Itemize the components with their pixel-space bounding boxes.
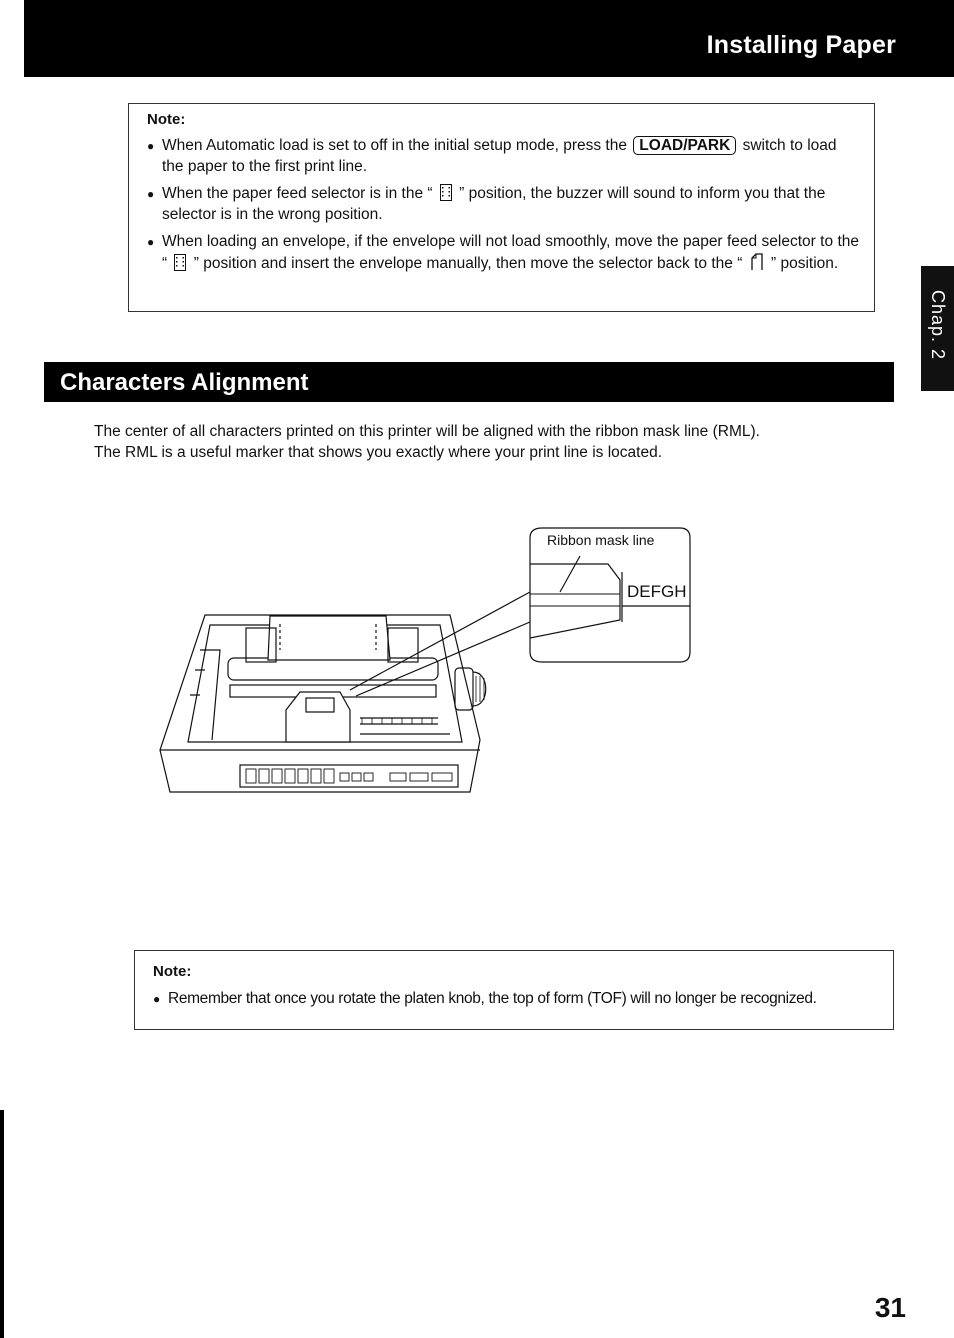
note-bullet-envelope: ● When loading an envelope, if the envelope will not load smoothly, move the paper feed selector to the “ ” position and insert the envelope manually, then move the selector back to the “ ” position. (147, 233, 859, 272)
body-paragraph (94, 421, 894, 463)
bullet-icon: ● (147, 139, 155, 153)
section-title: Characters Alignment (60, 369, 309, 396)
bullet-icon: ● (153, 992, 160, 1006)
tractor-feed-icon (174, 254, 186, 271)
note-bullet-load-park: ● When Automatic load is set to off in the initial setup mode, press the LOAD/PARK switch to load the paper to the first print line. (147, 137, 837, 175)
printer-illustration (150, 520, 710, 800)
body-line-1: The center of all characters printed on this printer will be aligned with the ribbon mask line (RML). (94, 423, 760, 440)
section-header-bar (44, 362, 894, 402)
page-number: 31 (874, 1292, 906, 1323)
note-bullet-feed-selector: ● When the paper feed selector is in the “ ” position, the buzzer will sound to inform you that the selector is in the wrong position. (147, 185, 826, 223)
binding-edge (0, 1110, 4, 1338)
page-header-bar (24, 0, 954, 77)
note-bullet-platen-knob: ● Remember that once you rotate the platen knob, the top of form (TOF) will no longer be recognized. (153, 989, 893, 1010)
chapter-tab (921, 266, 954, 391)
page-header-title: Installing Paper (706, 31, 896, 59)
body-line-2: The RML is a useful marker that shows you exactly where your print line is located. (94, 444, 663, 461)
tractor-feed-icon (440, 184, 452, 201)
note-label: Note: (153, 963, 192, 980)
note-box-bottom (134, 950, 894, 1030)
load-park-key: LOAD/PARK (633, 136, 736, 155)
bullet-icon: ● (147, 187, 155, 201)
bullet-icon: ● (147, 235, 155, 249)
callout-sample-text: DEFGH (627, 582, 687, 601)
friction-feed-icon (750, 253, 764, 271)
note-label: Note: (147, 111, 186, 128)
chapter-tab-label: Chap. 2 (928, 290, 948, 361)
callout-label: Ribbon mask line (547, 532, 655, 548)
note-box-top (128, 103, 875, 312)
